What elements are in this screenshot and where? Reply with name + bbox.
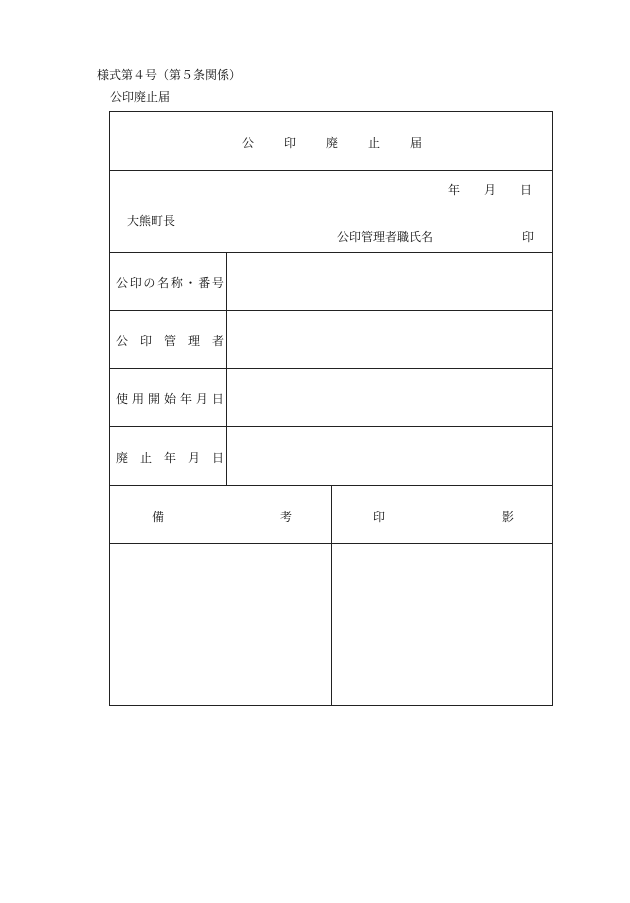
row-label-manager: 公 印 管 理 者 bbox=[116, 334, 224, 348]
date-year: 年 bbox=[447, 183, 460, 197]
date-day: 日 bbox=[519, 183, 532, 197]
start-date-input[interactable] bbox=[226, 368, 552, 426]
form-title: 公印廃止届 bbox=[110, 90, 171, 104]
abolition-date-input[interactable] bbox=[226, 426, 552, 485]
form-table bbox=[109, 111, 553, 706]
seal-mark: 印 bbox=[521, 230, 534, 244]
date-month: 月 bbox=[483, 183, 496, 197]
main-title bbox=[110, 134, 554, 151]
row-label-seal-name: 公 印 の 名 称 ・ 番 号 bbox=[116, 276, 224, 290]
title-char: 止 bbox=[368, 136, 381, 150]
manager-input[interactable] bbox=[226, 310, 552, 368]
row-label-abolition-date: 廃 止 年 月 日 bbox=[116, 451, 224, 465]
date-line bbox=[424, 181, 532, 198]
title-char: 印 bbox=[283, 136, 296, 150]
row-label-start-date: 使 用 開 始 年 月 日 bbox=[116, 392, 224, 406]
remarks-header-char: 考 bbox=[280, 510, 293, 524]
title-char: 届 bbox=[410, 136, 423, 150]
seal-impression-area[interactable] bbox=[332, 543, 552, 705]
manager-label: 公印管理者職氏名 bbox=[337, 230, 434, 244]
form-number: 様式第４号（第５条関係） bbox=[97, 68, 242, 82]
seal-name-input[interactable] bbox=[226, 252, 552, 310]
seal-impression-header-char: 影 bbox=[502, 510, 515, 524]
seal-impression-header-char: 印 bbox=[373, 510, 386, 524]
remarks-header-char: 備 bbox=[152, 510, 165, 524]
title-char: 公 bbox=[241, 136, 254, 150]
addressee: 大熊町長 bbox=[127, 214, 176, 228]
remarks-area[interactable] bbox=[110, 543, 331, 705]
title-char: 廃 bbox=[325, 136, 338, 150]
